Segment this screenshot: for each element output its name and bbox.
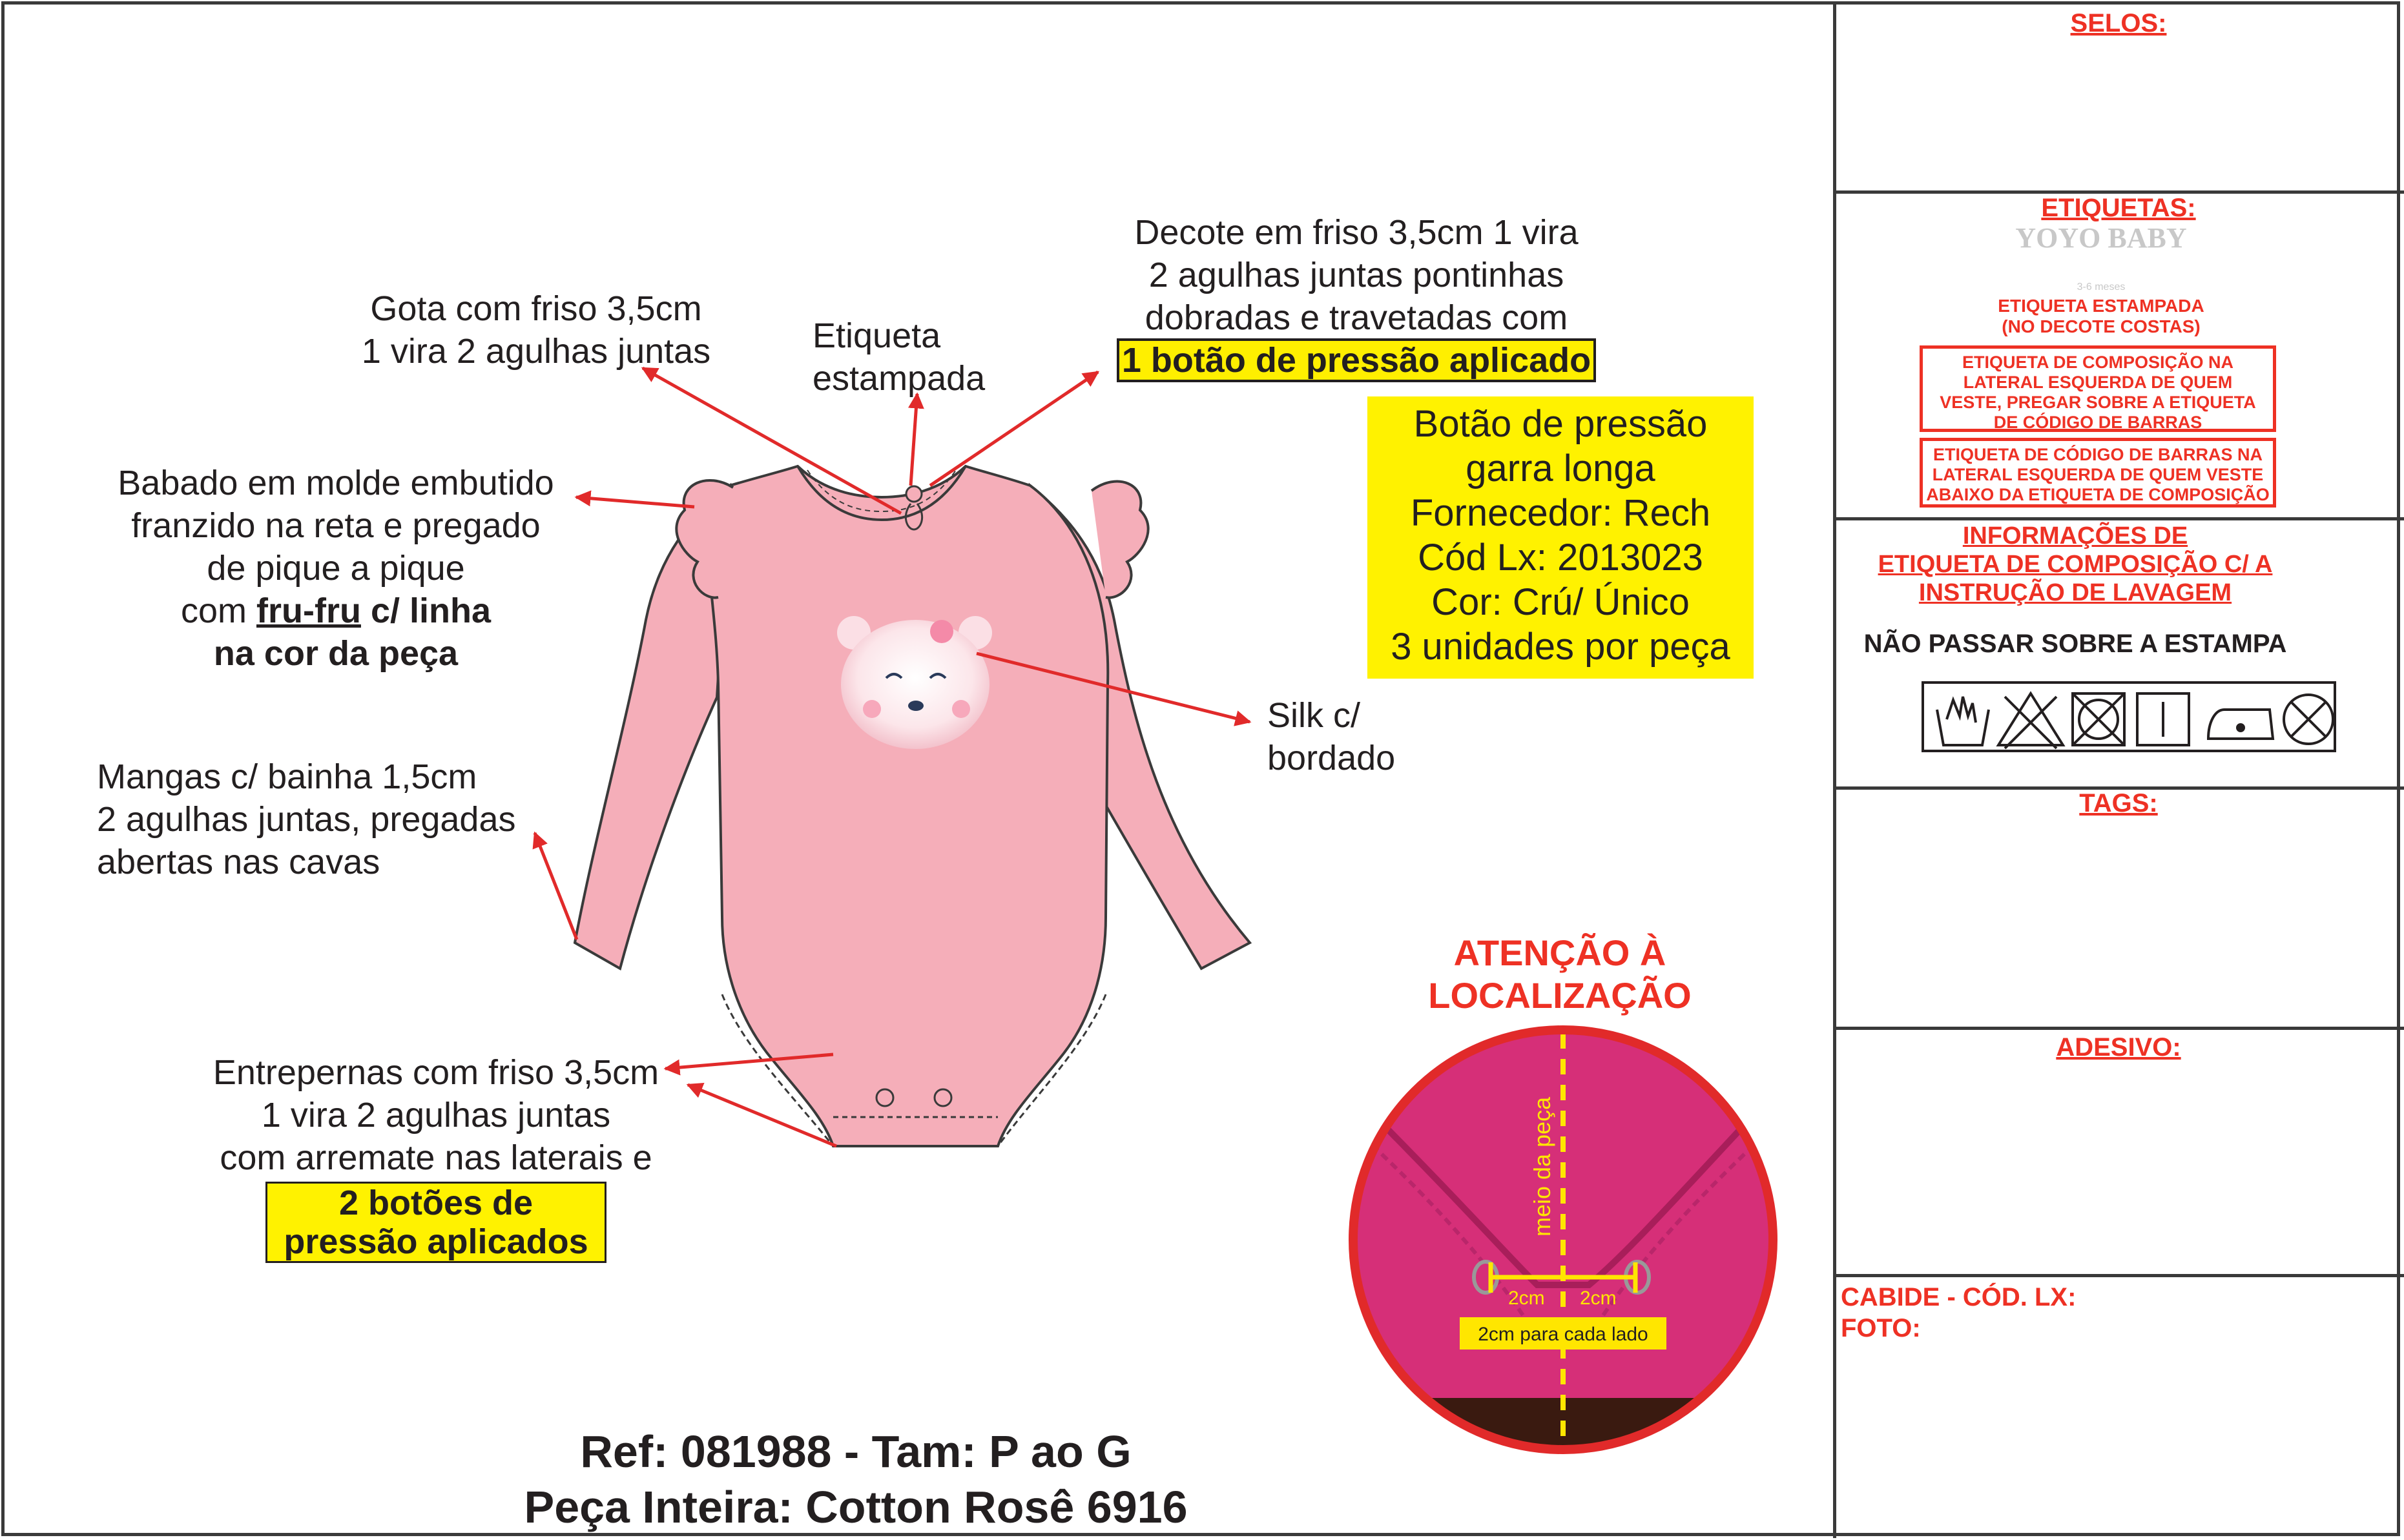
nao-passar-label: NÃO PASSAR SOBRE A ESTAMPA <box>1863 630 2287 658</box>
note-decote: Decote em friso 3,5cm 1 vira 2 agulhas juntas pontinhas dobradas e travetadas com 1 botão de pressão aplicado <box>1033 211 1679 382</box>
estampada-label: ETIQUETA ESTAMPADA (NO DECOTE COSTAS) <box>1998 296 2204 336</box>
brand-size: 3-6 meses <box>2077 282 2126 293</box>
do-not-dry-clean-icon <box>2284 695 2333 744</box>
hand-wash-icon <box>1937 697 1989 745</box>
right-measure: 2cm <box>1580 1288 1617 1309</box>
crotch-snap-left <box>876 1089 893 1106</box>
selos-title: SELOS: <box>2070 9 2167 37</box>
iron-low-icon <box>2208 710 2273 739</box>
detail-photo <box>1343 1020 1783 1463</box>
center-label: meio da peça <box>1529 1096 1555 1237</box>
left-measure: 2cm <box>1508 1288 1545 1309</box>
arrow-mangas <box>535 833 577 939</box>
note-entrepernas: Entrepernas com friso 3,5cm 1 vira 2 agulhas juntas com arremate nas laterais e <box>212 1053 659 1177</box>
brand-label: YOYO BABY <box>2015 222 2187 254</box>
note-silk: Silk c/ bordado <box>1267 696 1396 777</box>
entrepernas-highlight: 2 botões de pressão aplicados <box>265 1182 606 1263</box>
bear-face-print <box>841 620 990 749</box>
snap-spec-box: Botão de pressão garra longa Fornecedor: Rech Cód Lx: 2013023 Cor: Crú/ Único 3 unidades por peça <box>1367 396 1754 679</box>
info-title: INFORMAÇÕES DE ETIQUETA DE COMPOSIÇÃO C/ A INSTRUÇÃO DE LAVAGEM <box>1878 522 2273 606</box>
do-not-tumble-dry-icon <box>2073 693 2124 745</box>
neck-snap <box>906 486 922 502</box>
etiquetas-title: ETIQUETAS: <box>2041 194 2196 222</box>
note-babado: Babado em molde embutido franzido na reta e pregado de pique a pique com fru-fru c/ linha na cor da peça <box>118 464 554 673</box>
adesivo-title: ADESIVO: <box>2056 1033 2181 1062</box>
codigo-barras-box: ETIQUETA DE CÓDIGO DE BARRAS NA LATERAL ESQUERDA DE QUEM VESTE ABAIXO DA ETIQUETA DE COMPOSIÇÃO <box>1920 438 2276 508</box>
cabide-foto: CABIDE - CÓD. LX: FOTO: <box>1841 1283 2077 1342</box>
composicao-box: ETIQUETA DE COMPOSIÇÃO NA LATERAL ESQUERDA DE QUEM VESTE, PREGAR SOBRE A ETIQUETA DE CÓDIGO DE BARRAS <box>1920 345 2276 432</box>
do-not-bleach-icon <box>1998 693 2063 748</box>
note-gota: Gota com friso 3,5cm 1 vira 2 agulhas juntas <box>361 289 711 371</box>
care-symbols <box>1922 681 2336 752</box>
bodysuit-body <box>708 466 1108 1146</box>
tags-title: TAGS: <box>2079 789 2158 817</box>
line-dry-icon <box>2137 693 2189 745</box>
decote-highlight: 1 botão de pressão aplicado <box>1119 341 1593 380</box>
attention-title: ATENÇÃO À LOCALIZAÇÃO <box>1428 932 1692 1016</box>
arrow-etiqueta <box>911 394 917 486</box>
note-mangas: Mangas c/ bainha 1,5cm 2 agulhas juntas, pregadas abertas nas cavas <box>97 757 516 881</box>
crotch-snap-right <box>935 1089 951 1106</box>
reference-block: Ref: 081988 - Tam: P ao G Peça Inteira: Cotton Rosê 6916 <box>524 1426 1188 1532</box>
note-etiqueta: Etiqueta estampada <box>813 316 986 398</box>
photo-caption: 2cm para cada lado <box>1478 1324 1648 1345</box>
